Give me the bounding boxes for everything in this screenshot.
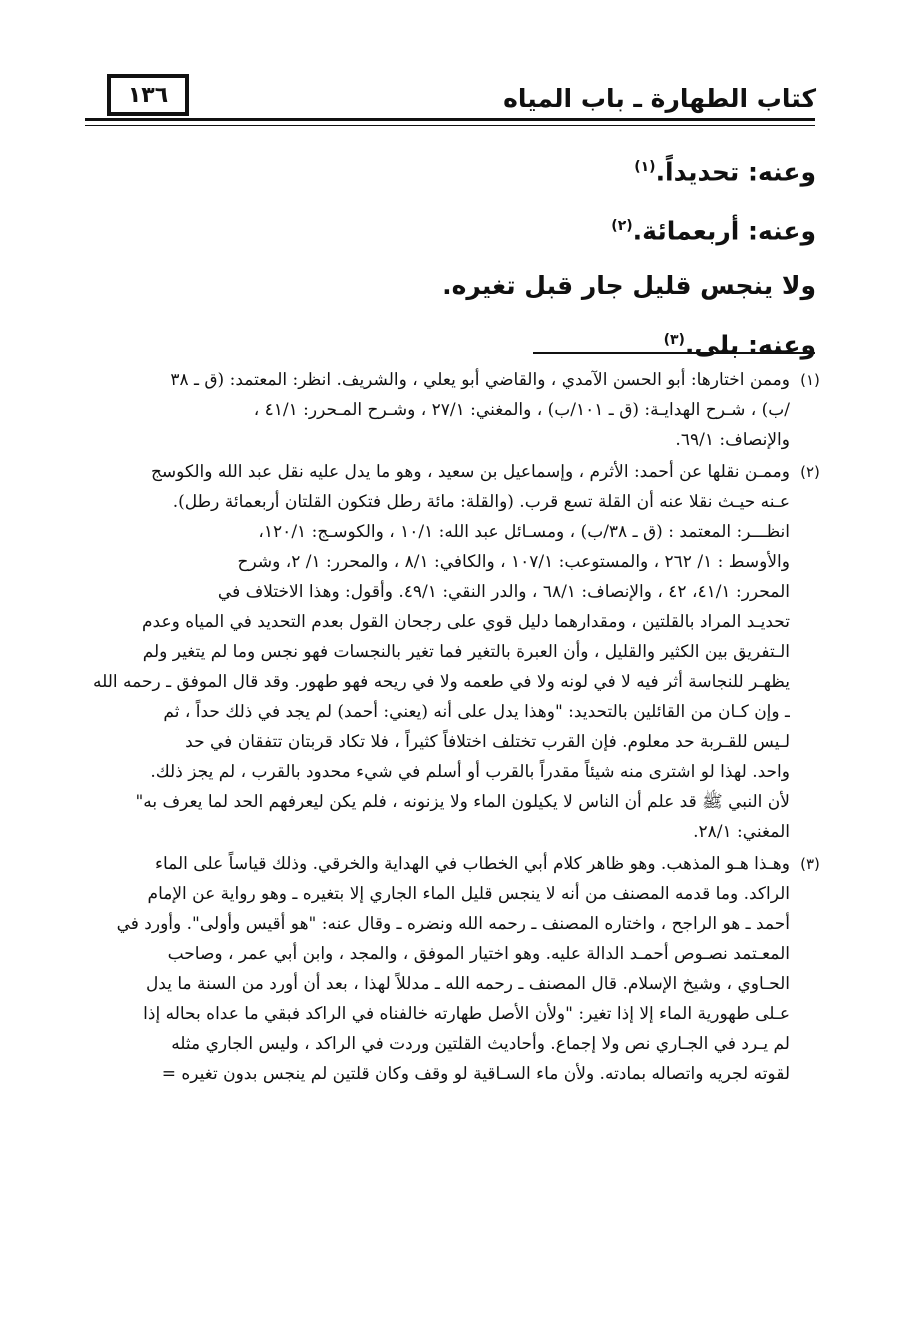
footnote-line: أحمد ـ هو الراجح ، واختاره المصنف ـ رحمه الله ونضره ـ وقال عنه: "هو أقيس وأولى". وأورد في xyxy=(116,914,790,934)
footnote-marker: (٣) xyxy=(663,331,685,348)
footnote-1 xyxy=(85,365,830,455)
footnote-line: الحـاوي ، وشيخ الإسلام. قال المصنف ـ رحمه الله ـ مدللاً لهذا ، بعد أن أورد من السنة ما يدل xyxy=(145,974,790,994)
footnote-line: وهـذا هـو المذهب. وهو ظاهر كلام أبي الخطاب في الهداية والخرقي. وذلك قياساً على الماء xyxy=(155,854,790,874)
footnote-marker: (١) xyxy=(634,159,656,175)
footnote-number: (٢) xyxy=(800,463,820,481)
footnote-line: لم يـرد في الجـاري نص ولا إجماع. وأحاديث القلتين وردت في الراكد ، وليس الجاري مثله xyxy=(171,1034,790,1054)
footnote-line: لأن النبي ﷺ قد علم أن الناس لا يكيلون الماء ولا يزنونه ، فلم يكن ليعرفهم الحد لما يعرف به" xyxy=(135,792,790,812)
footnote-line: لقوته لجريه واتصاله بمادته. ولأن ماء السـاقية لو وقف وكان قلتين لم ينجس بدون تغيره = xyxy=(161,1064,790,1084)
footnote-number: (١) xyxy=(800,371,820,389)
footnote-line: يظهـر للنجاسة أثر فيه لا في لونه ولا في طعمه ولا في ريحه فهو طهور. وقد قال الموفق ـ رحمه الله xyxy=(92,672,790,692)
footnotes xyxy=(85,365,830,1091)
footnote-line: واحد. لهذا لو اشترى منه شيئاً مقدراً بالقرب أو أسلم في شيء محدود بالقرب ، لم يجز ذلك. xyxy=(150,762,790,782)
footnote-line: والأوسط : ١/ ٢٦٢ ، والمستوعب: ١٠٧/١ ، والكافي: ٨/١ ، والمحرر: ١/ ٢، وشرح xyxy=(237,552,790,572)
footnote-line: والإنصاف: ٦٩/١. xyxy=(675,430,790,450)
main-line: ولا ينجس قليل جار قبل تغيره. xyxy=(442,270,816,300)
footnote-line: تحديـد المراد بالقلتين ، ومقدارهما دليل قوي على رجحان القول بعدم التحديد في المياه وعدم xyxy=(142,612,790,632)
footnote-line: المحرر: ٤١/١، ٤٢ ، والإنصاف: ٦٨/١ ، والدر النقي: ٤٩/١. وأقول: وهذا الاختلاف في xyxy=(217,582,790,602)
footnote-line: انظـــر: المعتمد : (ق ـ ٣٨/ب) ، ومسـائل عبد الله: ١٠/١ ، والكوسـج: ١٢٠/١، xyxy=(258,522,790,542)
footnote-line: وممـن نقلها عن أحمد: الأثرم ، وإسماعيل بن سعيد ، وهو ما يدل عليه نقل عبد الله والكوسج xyxy=(150,462,790,482)
footnote-text xyxy=(85,457,790,847)
footnote-line: عـنه حيـث نقلا عنه أن القلة تسع قرب. (والقلة: مائة رطل فتكون القلتان أربعمائة رطل). xyxy=(172,492,790,512)
page-number-box xyxy=(107,74,189,116)
footnote-marker: (٢) xyxy=(611,218,633,235)
footnote-line: ـ وإن كـان من القائلين بالتحديد: "وهذا يدل على أنه (يعني: أحمد) لم يجد في ذلك حداً ، ثم xyxy=(163,702,790,722)
footnote-line: /ب) ، شـرح الهدايـة: (ق ـ ١٠١/ب) ، والمغني: ٢٧/١ ، وشـرح المـحرر: ٤١/١ ، xyxy=(253,400,790,420)
running-header-title: كتاب الطهارة ـ باب المياه xyxy=(503,84,816,113)
footnote-separator xyxy=(533,352,815,354)
footnote-line: وممن اختارها: أبو الحسن الآمدي ، والقاضي أبو يعلي ، والشريف. انظر: المعتمد: (ق ـ ٣٨ xyxy=(170,370,790,390)
main-line: وعنه: تحديداً.$^{(١)}$ xyxy=(634,157,816,187)
main-line: وعنه: بلى.$^{(٣)}$ xyxy=(663,329,816,359)
footnote-3 xyxy=(85,849,830,1089)
header-rule-thin xyxy=(85,125,815,126)
footnote-number: (٣) xyxy=(800,855,820,873)
footnote-line: الراكد. وما قدمه المصنف من أنه لا ينجس قليل الماء الجاري إلا بتغيره ـ وهو رواية عن الإمام xyxy=(147,884,790,904)
footnote-2 xyxy=(85,457,830,847)
main-text xyxy=(116,140,816,372)
page-number: ١٣٦ xyxy=(127,82,169,108)
footnote-line: المعـتمد نصـوص أحمـد الدالة عليه. وهو اختيار الموفق ، والمجد ، وابن أبي عمر ، وصاحب xyxy=(167,944,790,964)
main-line: وعنه: أربعمائة.$^{(٢)}$ xyxy=(611,216,816,246)
header-rule xyxy=(85,118,815,121)
footnote-line: لـيس للقـربة حد معلوم. فإن القرب تختلف اختلافاً كثيراً ، فلا تكاد قربتان تتفقان في حد xyxy=(185,732,790,752)
footnote-text xyxy=(85,365,790,455)
footnote-text xyxy=(85,849,790,1089)
footnote-line: الـتفريق بين الكثير والقليل ، وأن العبرة بالتغير فما تغير بالنجسات فهو نجس وما لم يتغير ولم xyxy=(142,642,790,662)
footnote-line: عـلى طهورية الماء إلا إذا تغير: "ولأن الأصل طهارته خالفناه في الراكد فبقي ما عداه بحاله إذا xyxy=(143,1004,790,1024)
footnote-line: المغني: ٢٨/١. xyxy=(693,822,790,842)
